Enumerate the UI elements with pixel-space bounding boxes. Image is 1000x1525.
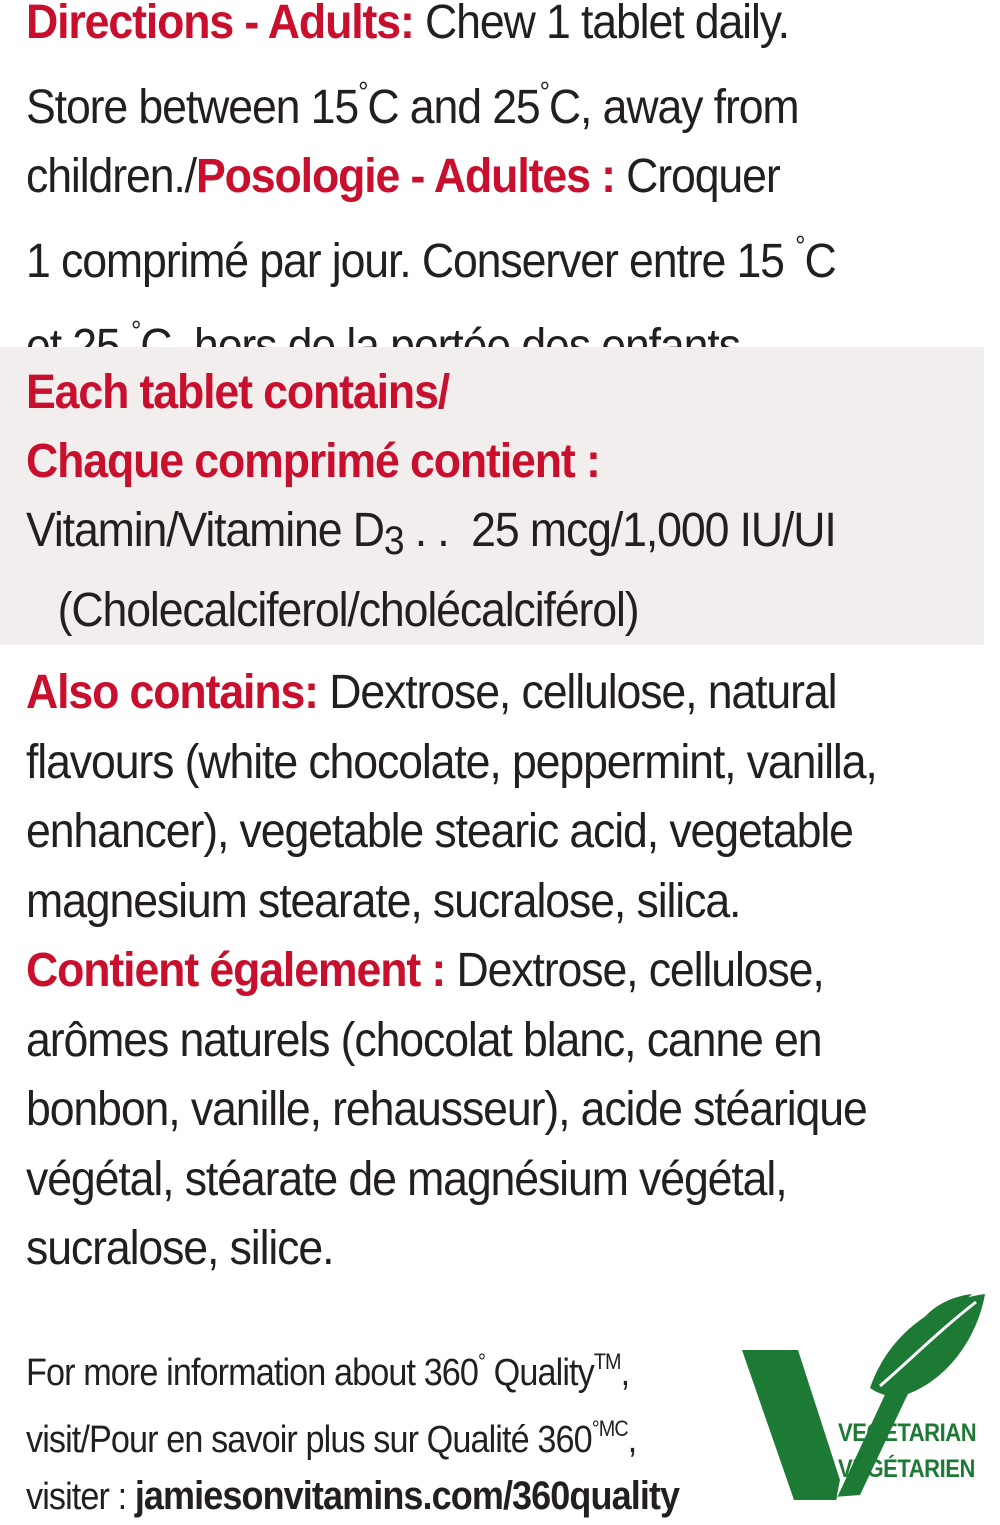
vegetarian-label xyxy=(838,1415,988,1487)
directions-text-fr: 1 comprimé par jour. Conserver entre 15 xyxy=(26,235,796,288)
degree-symbol: ° xyxy=(795,230,805,261)
directions-heading-en: Directions - Adults: xyxy=(26,0,414,49)
storage-text: Store between 15 xyxy=(26,81,359,134)
also-contains-text-fr: Dextrose, cellulose, xyxy=(445,944,824,997)
trademark-mark: MC xyxy=(598,1416,628,1441)
ingredient-source: (Cholecalciferol/cholécalciférol) xyxy=(57,584,639,637)
directions-paragraph xyxy=(26,0,993,381)
vegetarian-label-en: VEGETARIAN xyxy=(838,1419,977,1447)
ingredient-row xyxy=(26,496,993,576)
also-contains-heading-en: Also contains: xyxy=(26,666,318,719)
vegetarian-label-fr: VÉGÉTARIEN xyxy=(838,1455,975,1483)
tablet-heading-fr: Chaque comprimé contient : xyxy=(26,435,600,488)
ingredient-amount: 25 mcg/1,000 IU/UI xyxy=(471,504,836,557)
also-contains-text-en: magnesium stearate, sucralose, silica. xyxy=(26,874,741,928)
degree-symbol: ° xyxy=(591,1416,599,1441)
also-contains-text-fr: arômes naturels (chocolat blanc, canne en xyxy=(26,1013,822,1067)
quality-text: For more information about 360 xyxy=(26,1352,479,1394)
degree-symbol: ° xyxy=(478,1349,486,1374)
also-contains-text-en: enhancer), vegetable stearic acid, vegetable xyxy=(26,805,853,858)
degree-symbol: ° xyxy=(539,76,549,107)
quality-text: visiter : xyxy=(26,1476,135,1518)
degree-symbol: ° xyxy=(358,76,368,107)
storage-text: children./ xyxy=(26,150,196,203)
trademark-mark: TM xyxy=(593,1349,621,1374)
quality-text: , xyxy=(627,1419,637,1461)
quality-text: visit/Pour en savoir plus sur Qualité 360 xyxy=(26,1419,592,1461)
ingredient-leader-dots: . . xyxy=(403,504,472,557)
medicinal-ingredients xyxy=(26,358,993,645)
ingredient-name: Vitamin/Vitamine D xyxy=(26,504,384,557)
quality-text: , xyxy=(620,1352,630,1394)
directions-heading-fr: Posologie - Adultes : xyxy=(195,150,615,203)
quality-text: Quality xyxy=(485,1352,594,1394)
storage-text: C and 25 xyxy=(367,81,540,134)
directions-text-fr: C xyxy=(804,235,836,288)
non-medicinal-ingredients xyxy=(26,658,993,1284)
ingredient-subscript: 3 xyxy=(383,519,404,563)
degree-symbol: ° xyxy=(131,315,141,346)
also-contains-text-fr: bonbon, vanille, rehausseur), acide stéarique xyxy=(26,1083,867,1136)
tablet-heading-en: Each tablet contains/ xyxy=(26,366,450,419)
directions-text-fr: Croquer xyxy=(614,150,780,203)
also-contains-text-en: Dextrose, cellulose, natural xyxy=(317,666,837,719)
quality-info xyxy=(26,1334,728,1525)
also-contains-text-fr: sucralose, silice. xyxy=(26,1222,334,1275)
also-contains-heading-fr: Contient également : xyxy=(26,944,446,997)
quality-url-link[interactable]: jamiesonvitamins.com/360quality xyxy=(134,1474,680,1518)
also-contains-text-en: flavours (white chocolate, peppermint, vanilla, xyxy=(26,735,877,789)
also-contains-text-fr: végétal, stéarate de magnésium végétal, xyxy=(26,1152,787,1206)
directions-text-en: Chew 1 tablet daily. xyxy=(413,0,789,49)
storage-text: C, away from xyxy=(548,81,799,134)
